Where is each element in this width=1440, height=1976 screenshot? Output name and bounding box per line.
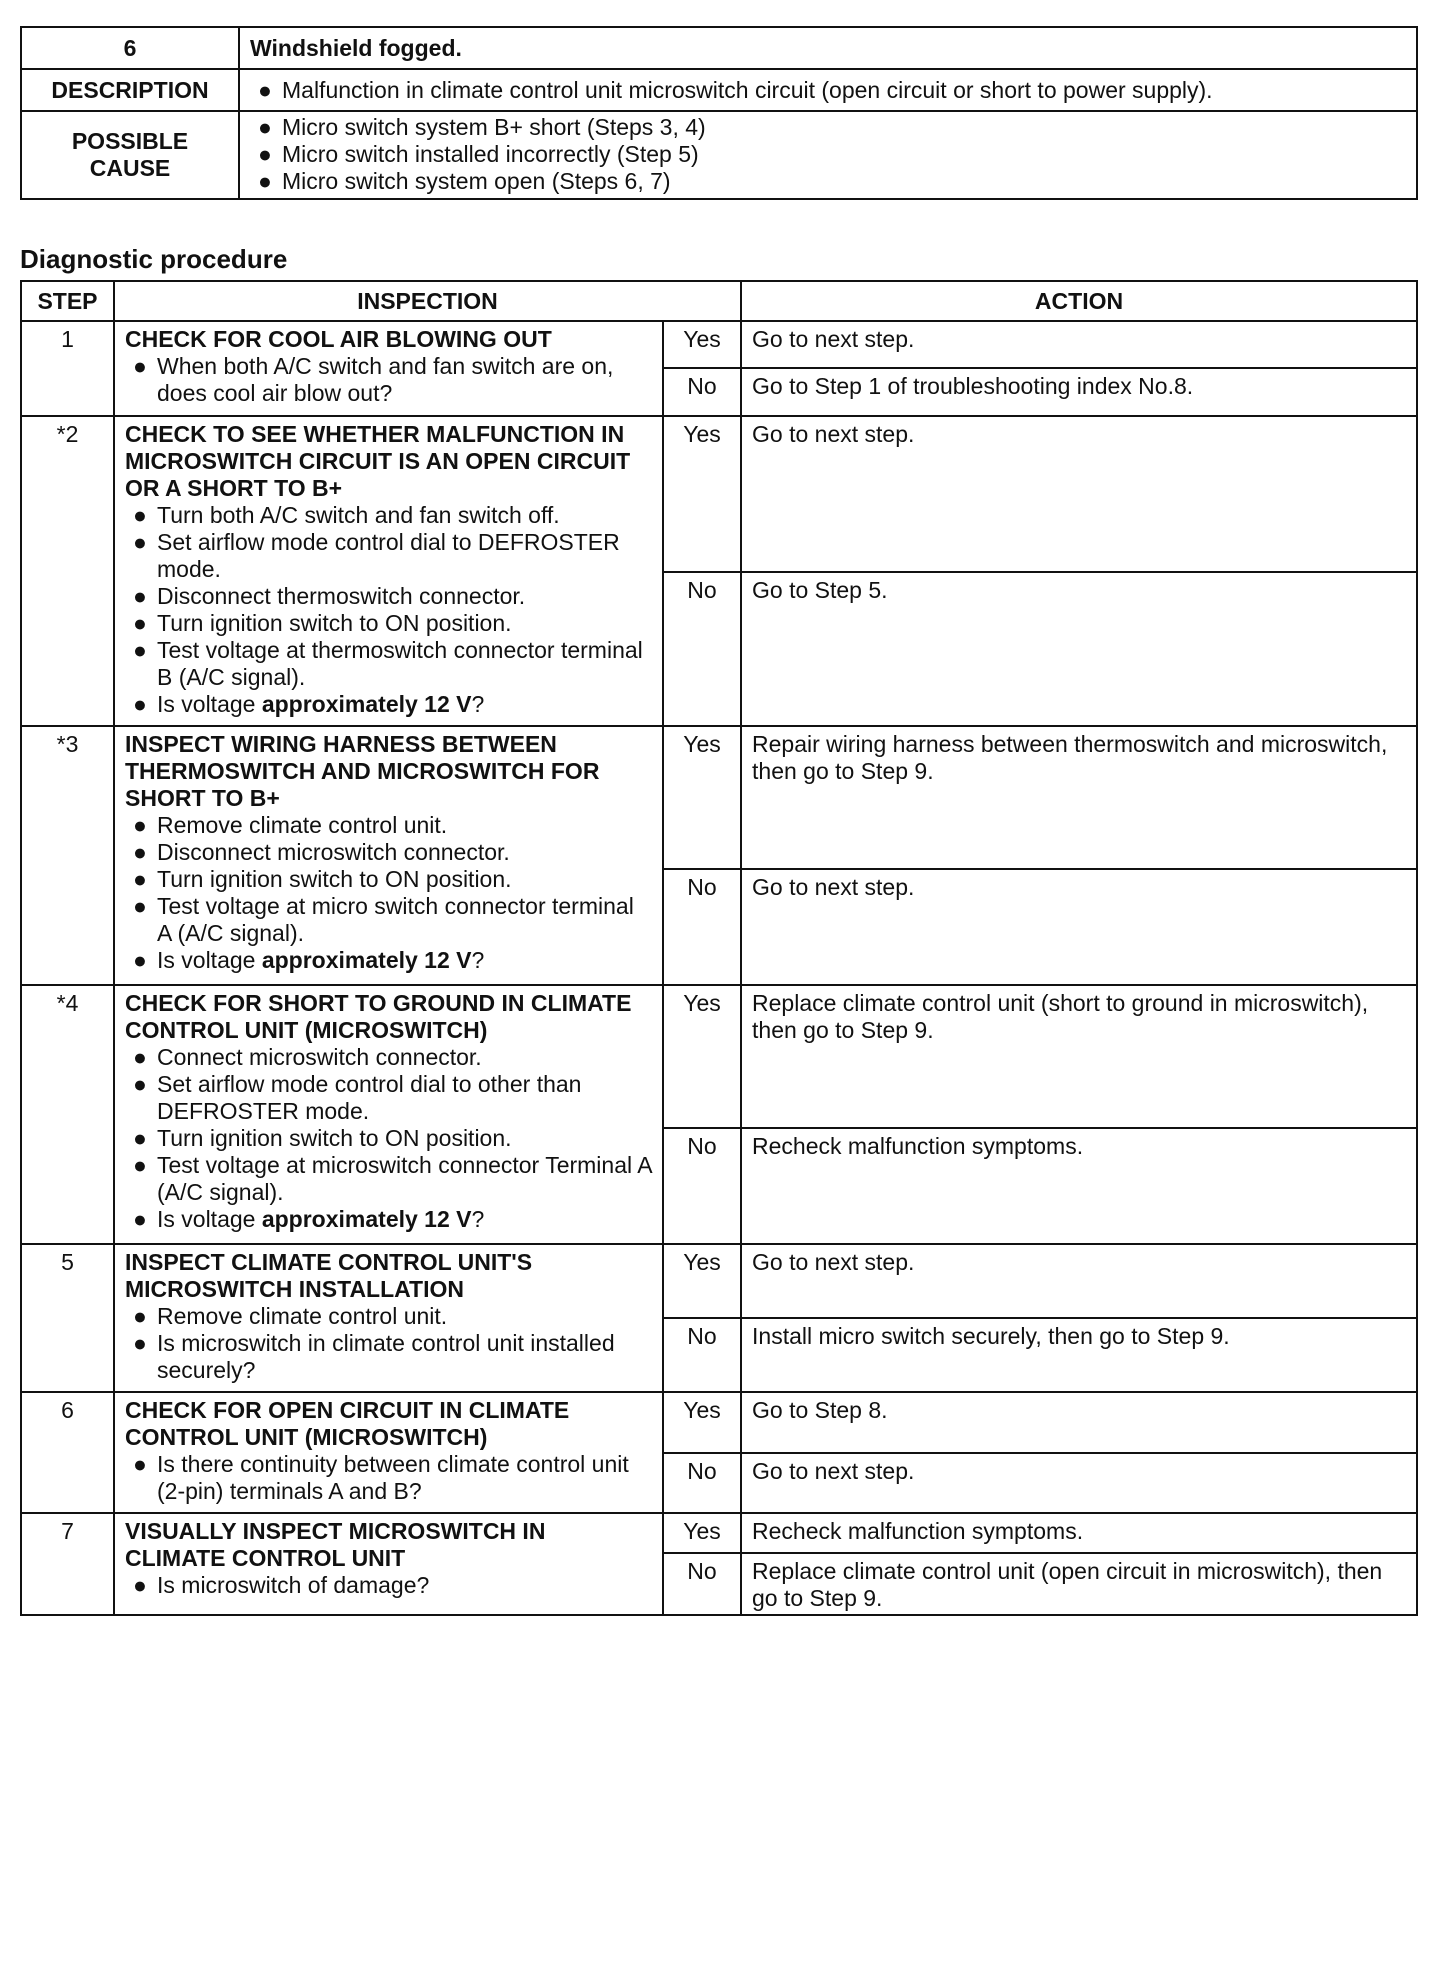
description-label: DESCRIPTION bbox=[21, 69, 239, 111]
description-cell bbox=[239, 69, 1417, 111]
inspection-item bbox=[125, 947, 652, 974]
bullet-icon: ● bbox=[133, 529, 147, 555]
malfunction-number: 6 bbox=[21, 27, 239, 69]
inspection-text: Turn both A/C switch and fan switch off. bbox=[157, 502, 560, 528]
question-value: approximately 12 V bbox=[261, 1206, 472, 1232]
question-prefix: Is voltage bbox=[157, 947, 262, 973]
yes-action: Replace climate control unit (short to ground in microswitch), then go to Step 9. bbox=[741, 985, 1417, 1128]
malfunction-summary-table bbox=[20, 26, 1418, 200]
inspection-cell bbox=[114, 985, 663, 1244]
step-number: 6 bbox=[21, 1392, 114, 1513]
bullet-icon: ● bbox=[133, 1330, 147, 1356]
possible-cause-text: Micro switch system B+ short (Steps 3, 4) bbox=[282, 114, 706, 140]
diagnostic-procedure-heading: Diagnostic procedure bbox=[20, 244, 288, 274]
inspection-text: Set airflow mode control dial to DEFROSTER mode. bbox=[157, 529, 620, 582]
no-label: No bbox=[663, 1318, 741, 1392]
possible-cause-item bbox=[250, 168, 1406, 195]
yes-label: Yes bbox=[663, 985, 741, 1128]
inspection-title: VISUALLY INSPECT MICROSWITCH IN CLIMATE CONTROL UNIT bbox=[125, 1518, 546, 1571]
step-row bbox=[21, 321, 1417, 368]
bullet-icon: ● bbox=[133, 502, 147, 528]
description-row bbox=[21, 69, 1417, 111]
inspection-item bbox=[125, 1303, 652, 1330]
possible-cause-list bbox=[250, 114, 1406, 195]
inspection-item bbox=[125, 637, 652, 691]
yes-label: Yes bbox=[663, 1244, 741, 1318]
inspection-title: INSPECT CLIMATE CONTROL UNIT'S MICROSWITCH INSTALLATION bbox=[125, 1249, 533, 1302]
step-number: *3 bbox=[21, 726, 114, 985]
bullet-icon: ● bbox=[133, 691, 147, 717]
question-value: approximately 12 V bbox=[261, 947, 472, 973]
inspection-item bbox=[125, 353, 652, 407]
step-row bbox=[21, 985, 1417, 1128]
step-row bbox=[21, 726, 1417, 869]
yes-label: Yes bbox=[663, 416, 741, 572]
inspection-item bbox=[125, 610, 652, 637]
question-prefix: Is voltage bbox=[157, 1206, 262, 1232]
inspection-text: Test voltage at micro switch connector terminal A (A/C signal). bbox=[157, 893, 634, 946]
inspection-title: CHECK FOR SHORT TO GROUND IN CLIMATE CONTROL UNIT (MICROSWITCH) bbox=[125, 990, 632, 1043]
bullet-icon: ● bbox=[133, 812, 147, 838]
inspection-title: CHECK FOR OPEN CIRCUIT IN CLIMATE CONTROL UNIT (MICROSWITCH) bbox=[125, 1397, 570, 1450]
bullet-icon: ● bbox=[133, 583, 147, 609]
question-suffix: ? bbox=[471, 691, 485, 717]
yes-action: Recheck malfunction symptoms. bbox=[741, 1513, 1417, 1553]
question-value: approximately 12 V bbox=[261, 691, 472, 717]
inspection-item bbox=[125, 839, 652, 866]
possible-cause-item bbox=[250, 114, 1406, 141]
inspection-item bbox=[125, 1206, 652, 1233]
bullet-icon: ● bbox=[133, 353, 147, 379]
malfunction-title: Windshield fogged. bbox=[239, 27, 1417, 69]
question-suffix: ? bbox=[471, 947, 485, 973]
yes-action: Repair wiring harness between thermoswitch and microswitch, then go to Step 9. bbox=[741, 726, 1417, 869]
inspection-item bbox=[125, 893, 652, 947]
yes-label: Yes bbox=[663, 321, 741, 368]
step-number: 1 bbox=[21, 321, 114, 416]
bullet-icon: ● bbox=[133, 866, 147, 892]
inspection-text: Test voltage at thermoswitch connector terminal B (A/C signal). bbox=[157, 637, 643, 690]
step-number: *2 bbox=[21, 416, 114, 726]
bullet-icon: ● bbox=[133, 637, 147, 663]
yes-action: Go to next step. bbox=[741, 321, 1417, 368]
step-row bbox=[21, 1392, 1417, 1453]
bullet-icon: ● bbox=[258, 114, 272, 140]
no-action: Install micro switch securely, then go to Step 9. bbox=[741, 1318, 1417, 1392]
description-item bbox=[250, 77, 1406, 104]
inspection-item bbox=[125, 1451, 652, 1505]
yes-action: Go to Step 8. bbox=[741, 1392, 1417, 1453]
inspection-item bbox=[125, 529, 652, 583]
no-action: Recheck malfunction symptoms. bbox=[741, 1128, 1417, 1244]
bullet-icon: ● bbox=[133, 610, 147, 636]
inspection-text: Remove climate control unit. bbox=[157, 812, 448, 838]
inspection-list bbox=[125, 1303, 652, 1384]
inspection-title: INSPECT WIRING HARNESS BETWEEN THERMOSWITCH AND MICROSWITCH FOR SHORT TO B+ bbox=[125, 731, 600, 811]
inspection-text: Is microswitch of damage? bbox=[157, 1572, 430, 1598]
inspection-list bbox=[125, 812, 652, 974]
inspection-item bbox=[125, 583, 652, 610]
summary-header-row bbox=[21, 27, 1417, 69]
inspection-item bbox=[125, 1071, 652, 1125]
inspection-cell bbox=[114, 726, 663, 985]
inspection-text: Disconnect microswitch connector. bbox=[157, 839, 510, 865]
inspection-text: Set airflow mode control dial to other than DEFROSTER mode. bbox=[157, 1071, 582, 1124]
inspection-title: CHECK FOR COOL AIR BLOWING OUT bbox=[125, 326, 552, 352]
inspection-item bbox=[125, 1152, 652, 1206]
bullet-icon: ● bbox=[133, 1206, 147, 1232]
no-action: Go to Step 1 of troubleshooting index No.8. bbox=[741, 368, 1417, 416]
bullet-icon: ● bbox=[133, 1071, 147, 1097]
question-suffix: ? bbox=[471, 1206, 485, 1232]
yes-action: Go to next step. bbox=[741, 416, 1417, 572]
bullet-icon: ● bbox=[258, 168, 272, 194]
inspection-item bbox=[125, 866, 652, 893]
yes-action: Go to next step. bbox=[741, 1244, 1417, 1318]
inspection-item bbox=[125, 1330, 652, 1384]
inspection-item bbox=[125, 502, 652, 529]
bullet-icon: ● bbox=[133, 893, 147, 919]
inspection-cell bbox=[114, 416, 663, 726]
possible-cause-text: Micro switch system open (Steps 6, 7) bbox=[282, 168, 671, 194]
inspection-list bbox=[125, 502, 652, 718]
inspection-text: Is there continuity between climate control unit (2-pin) terminals A and B? bbox=[157, 1451, 629, 1504]
step-column-header: STEP bbox=[21, 281, 114, 321]
description-list bbox=[250, 77, 1406, 104]
bullet-icon: ● bbox=[133, 1044, 147, 1070]
possible-cause-label: POSSIBLE CAUSE bbox=[21, 111, 239, 199]
bullet-icon: ● bbox=[133, 1152, 147, 1178]
inspection-list bbox=[125, 1451, 652, 1505]
bullet-icon: ● bbox=[258, 76, 272, 103]
bullet-icon: ● bbox=[133, 839, 147, 865]
diagnostic-procedure-table bbox=[20, 280, 1418, 1616]
bullet-icon: ● bbox=[133, 1572, 147, 1598]
yes-label: Yes bbox=[663, 726, 741, 869]
possible-cause-item bbox=[250, 141, 1406, 168]
bullet-icon: ● bbox=[258, 141, 272, 167]
step-row bbox=[21, 1513, 1417, 1553]
action-column-header: ACTION bbox=[741, 281, 1417, 321]
inspection-title: CHECK TO SEE WHETHER MALFUNCTION IN MICROSWITCH CIRCUIT IS AN OPEN CIRCUIT OR A SHORT TO B+ bbox=[125, 421, 631, 501]
no-label: No bbox=[663, 1128, 741, 1244]
step-number: 5 bbox=[21, 1244, 114, 1392]
bullet-icon: ● bbox=[133, 947, 147, 973]
inspection-item bbox=[125, 1125, 652, 1152]
no-action: Go to next step. bbox=[741, 1453, 1417, 1513]
inspection-item bbox=[125, 691, 652, 718]
no-label: No bbox=[663, 368, 741, 416]
inspection-cell bbox=[114, 1513, 663, 1615]
no-label: No bbox=[663, 1453, 741, 1513]
no-action: Go to Step 5. bbox=[741, 572, 1417, 726]
inspection-text: Connect microswitch connector. bbox=[157, 1044, 482, 1070]
step-row bbox=[21, 1244, 1417, 1318]
bullet-icon: ● bbox=[133, 1303, 147, 1329]
yes-label: Yes bbox=[663, 1392, 741, 1453]
no-action: Go to next step. bbox=[741, 869, 1417, 985]
description-text: Malfunction in climate control unit microswitch circuit (open circuit or short to power supply). bbox=[282, 76, 1213, 103]
inspection-text: Is microswitch in climate control unit installed securely? bbox=[157, 1330, 615, 1383]
question-prefix: Is voltage bbox=[157, 691, 262, 717]
no-label: No bbox=[663, 1553, 741, 1615]
inspection-text: Turn ignition switch to ON position. bbox=[157, 610, 512, 636]
possible-cause-text: Micro switch installed incorrectly (Step 5) bbox=[282, 141, 699, 167]
inspection-list bbox=[125, 1044, 652, 1233]
possible-cause-row bbox=[21, 111, 1417, 199]
inspection-item bbox=[125, 1572, 652, 1599]
inspection-item bbox=[125, 812, 652, 839]
step-row bbox=[21, 416, 1417, 572]
inspection-cell bbox=[114, 321, 663, 416]
inspection-list bbox=[125, 1572, 652, 1599]
inspection-cell bbox=[114, 1392, 663, 1513]
inspection-cell bbox=[114, 1244, 663, 1392]
no-label: No bbox=[663, 572, 741, 726]
step-number: 7 bbox=[21, 1513, 114, 1615]
inspection-column-header: INSPECTION bbox=[114, 281, 741, 321]
yes-label: Yes bbox=[663, 1513, 741, 1553]
step-number: *4 bbox=[21, 985, 114, 1244]
inspection-text: Remove climate control unit. bbox=[157, 1303, 448, 1329]
possible-cause-cell bbox=[239, 111, 1417, 199]
no-action: Replace climate control unit (open circuit in microswitch), then go to Step 9. bbox=[741, 1553, 1417, 1615]
bullet-icon: ● bbox=[133, 1125, 147, 1151]
procedure-header-row bbox=[21, 281, 1417, 321]
inspection-item bbox=[125, 1044, 652, 1071]
inspection-text: Turn ignition switch to ON position. bbox=[157, 1125, 512, 1151]
inspection-text: Disconnect thermoswitch connector. bbox=[157, 583, 526, 609]
inspection-text: Test voltage at microswitch connector Terminal A (A/C signal). bbox=[157, 1152, 652, 1205]
no-label: No bbox=[663, 869, 741, 985]
inspection-text: When both A/C switch and fan switch are on, does cool air blow out? bbox=[157, 353, 614, 406]
inspection-list bbox=[125, 353, 652, 407]
bullet-icon: ● bbox=[133, 1451, 147, 1477]
inspection-text: Turn ignition switch to ON position. bbox=[157, 866, 512, 892]
